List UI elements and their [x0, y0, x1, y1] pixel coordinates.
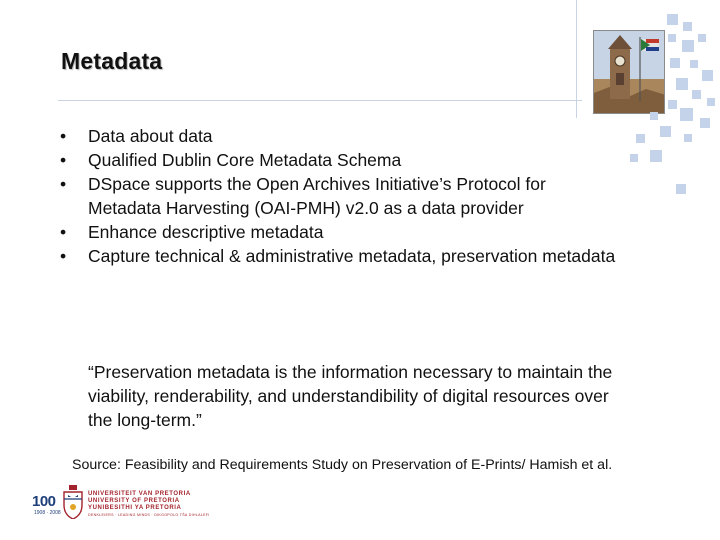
- decor-square: [650, 150, 662, 162]
- bullet-item: [60, 172, 620, 220]
- bullet-text: Data about data: [88, 126, 213, 146]
- decor-square: [636, 134, 645, 143]
- bullet-text: Capture technical & administrative metadata, preservation metadata: [88, 246, 616, 266]
- bullet-item: [60, 124, 620, 148]
- university-name-block: [88, 491, 210, 518]
- decor-square: [683, 22, 692, 31]
- decor-square: [668, 100, 677, 109]
- centenary-years: 1908 · 2008: [34, 510, 61, 516]
- bullet-item: [60, 148, 620, 172]
- preservation-quote: “Preservation metadata is the information necessary to maintain the viability, renderability, and understandibility of digital resources over the long-term.”: [88, 362, 613, 430]
- decor-square: [680, 108, 693, 121]
- centenary-badge: 100: [32, 493, 56, 510]
- decor-square: [630, 154, 638, 162]
- decor-square: [660, 126, 671, 137]
- decor-square: [684, 134, 692, 142]
- slide-title: Metadata: [61, 48, 163, 74]
- decor-square: [692, 90, 701, 99]
- clock-tower-photo: [593, 30, 665, 114]
- clock-tower-photo-image: [594, 31, 665, 114]
- decor-square: [702, 70, 713, 81]
- bullet-glyph: •: [60, 126, 67, 146]
- university-name-sepedi: YUNIBESITHI YA PRETORIA: [88, 505, 182, 512]
- university-logo: [32, 485, 212, 525]
- decor-square: [707, 98, 715, 106]
- decor-square: [676, 184, 686, 194]
- decor-square: [690, 60, 698, 68]
- decor-square: [668, 34, 676, 42]
- university-motto: DENKLEIERS · LEADING MINDS · DIKGOPOLO TŠA DIHLALEFI: [88, 512, 210, 517]
- bullet-glyph: •: [60, 174, 67, 194]
- decor-square: [676, 78, 688, 90]
- university-crest-icon: [62, 485, 84, 519]
- bullet-text: DSpace supports the Open Archives Initiative’s Protocol for Metadata Harvesting (OAI-PMH) v2.0 as a data provider: [88, 174, 546, 218]
- bullet-glyph: •: [60, 246, 67, 266]
- decor-square: [650, 112, 658, 120]
- decor-square: [700, 118, 710, 128]
- bullet-text: Enhance descriptive metadata: [88, 222, 324, 242]
- bullet-glyph: •: [60, 222, 67, 242]
- bullet-list: [60, 124, 620, 268]
- decor-square: [698, 34, 706, 42]
- source-citation: Source: Feasibility and Requirements Study on Preservation of E-Prints/ Hamish et al.: [72, 457, 613, 473]
- decor-square: [682, 40, 694, 52]
- decor-square: [670, 58, 680, 68]
- bullet-item: [60, 220, 620, 244]
- bullet-glyph: •: [60, 150, 67, 170]
- title-underline-rule: [58, 100, 582, 101]
- bullet-item: [60, 244, 620, 268]
- university-name-afrikaans: UNIVERSITEIT VAN PRETORIA: [88, 491, 191, 497]
- decor-square: [667, 14, 678, 25]
- university-name-english: UNIVERSITY OF PRETORIA: [88, 498, 180, 505]
- bullet-text: Qualified Dublin Core Metadata Schema: [88, 150, 402, 170]
